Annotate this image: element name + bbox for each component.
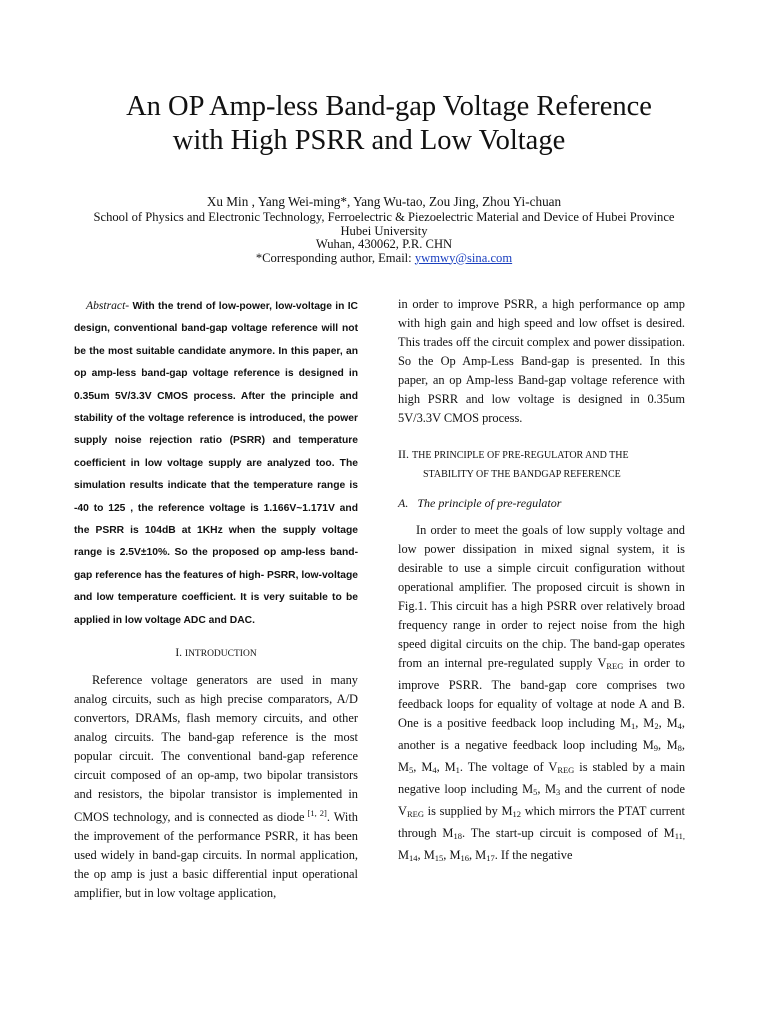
subscript: REG <box>606 661 624 671</box>
body-text: , another is a negative feedback loop including M <box>398 716 686 752</box>
introduction-paragraph <box>74 671 358 903</box>
abstract <box>74 295 358 632</box>
subsection-title: The principle of pre-regulator <box>417 496 562 510</box>
corresponding-author-line <box>0 252 768 266</box>
email-link[interactable]: ywmwy@sina.com <box>414 250 513 265</box>
left-column <box>74 295 358 903</box>
body-text: and the current of node V <box>398 782 685 818</box>
author-list: Xu Min , Yang Wei-ming*, Yang Wu-tao, Zou Jing, Zhou Yi-chuan <box>206 194 562 209</box>
subsection-label: A. <box>398 496 409 510</box>
subsection-heading <box>398 494 685 513</box>
title-line-1: An OP Amp-less Band-gap Voltage Reference <box>126 91 652 122</box>
intro-text: Reference voltage generators are used in many analog circuits, such as high precise comparators, A/D convertors, DRAMs, flash memory circuits, and other analog circuits. The band-gap reference is the most popular circuit. The conventional band-gap reference circuit composed of an op-amp, two bipolar transistors and resistors, the bipolar transistor is implemented in CMOS technology, and is connected as diode <box>74 673 358 825</box>
pre-regulator-paragraph: In order to meet the goals of low supply voltage and low power dissipation in mixed signal system, it is desirable to use a simple circuit configuration without operational amplifier. The proposed circuit is shown in Fig.1. This circuit has a high PSRR over relatively broad frequency range in order to reject noise from the high speed digital circuits on the chip. The band-gap operates from an internal pre-regulated supply $V_{REG}$ in order to improve PSRR. The band-gap core comprises two feedback loops for equality of voltage at node A and B. One is a positive feedback loop including $M_1$, $M_2$, $M_4$, another is a negative feedback loop including $M_9$, $M_8$, $M_5$, $M_4$, $M_1$. The voltage of $V_{REG}$ is stabled by a main negative loop including $M_5$, $M_3$ and the current of node $V_{REG}$ is supplied by $M_{12}$ which mirrors the PTAT current through $M_{18}$. The start-up circuit is composed of $M_{11,}$ $M_{14}$, $M_{15}$, $M_{16}$, $M_{17}$. If the negative <box>398 523 686 863</box>
affiliation-university: Hubei University <box>340 223 428 238</box>
subscript: REG <box>406 809 424 819</box>
intro-continuation-paragraph: in order to improve PSRR, a high performance op amp with high gain and high speed and low offset is desired. This trades off the circuit complex and power dissipation. So the Op Amp-Less Band-gap is presented. In this paper, an op Amp-less Band-gap voltage reference with high PSRR and low voltage is designed in 0.35um 5V/3.3V CMOS process. <box>398 297 685 425</box>
body-text: In order to meet the goals of low supply voltage and low power dissipation in mixed signal system, it is desirable to use a simple circuit configuration without operational amplifier. The proposed circuit is shown in Fig.1. This circuit has a high PSRR over relatively broad frequency range in order to reject noise from the high speed digital circuits on the chip. The band-gap operates from an internal pre-regulated supply V <box>398 523 685 670</box>
title-line-2: with High PSRR and Low Voltage <box>172 125 566 156</box>
section-heading-principle <box>398 445 685 484</box>
section-title-line-1: THE PRINCIPLE OF PRE-REGULATOR AND THE <box>412 450 629 461</box>
body-text: If the negative <box>497 848 573 862</box>
section-title: INTRODUCTION <box>184 649 257 660</box>
section-number: II. <box>398 447 412 461</box>
address-line: Wuhan, 430062, P.R. CHN <box>315 237 453 251</box>
intro-text-end: . With the improvement of the performance PSRR, it has been used widely in band-gap circuits. In normal application, the op amp is just a basic differential input operational amplifier, but in low voltage application, <box>74 810 358 901</box>
affiliation-line: School of Physics and Electronic Technology, Ferroelectric & Piezoelectric Material and Device of Hubei Province <box>93 210 675 224</box>
body-text: . The voltage of V <box>459 760 558 774</box>
citation: [1, 2] <box>304 808 327 819</box>
affiliation-block <box>0 211 768 265</box>
section-heading-introduction <box>74 646 358 661</box>
body-text: which mirrors the PTAT current through M <box>398 804 685 840</box>
paper-title <box>0 90 768 158</box>
corresponding-prefix: *Corresponding author, Email: <box>255 250 415 265</box>
right-column <box>398 295 685 868</box>
abstract-label: Abstract- <box>86 299 130 312</box>
body-text: in order to improve PSRR. The band-gap core comprises two feedback loops for equality of voltage at node A and B. One is a positive feedback loop including M <box>398 656 685 730</box>
abstract-text: With the trend of low-power, low-voltage in IC design, conventional band-gap voltage reference will not be the most suitable candidate anymore. In this paper, an op amp-less band-gap voltage reference is designed in 0.35um 5V/3.3V CMOS process. After the principle and stability of the voltage reference is introduced, the power supply noise rejection ratio (PSRR) and temperature coefficient in low voltage supply are analyzed too. The simulation results indicate that the temperature range is -40 to 125 , the reference voltage is 1.166V~1.171V and the PSRR is 104dB at 1KHz when the supply voltage range is 2.5V±10%. So the proposed op amp-less band-gap reference has the features of high- PSRR, low-voltage and low temperature coefficient. It is very suitable to be applied in low voltage ADC and DAC. <box>74 301 358 626</box>
body-text: . The start-up circuit is composed of M <box>461 826 675 840</box>
section-title-line-2: STABILITY OF THE BANDGAP REFERENCE <box>423 469 621 480</box>
body-text: is supplied by M <box>423 804 513 818</box>
section-number: I. <box>175 647 185 660</box>
body-text: is stabled by a main negative loop including M <box>398 760 686 796</box>
subscript: REG <box>557 765 575 775</box>
